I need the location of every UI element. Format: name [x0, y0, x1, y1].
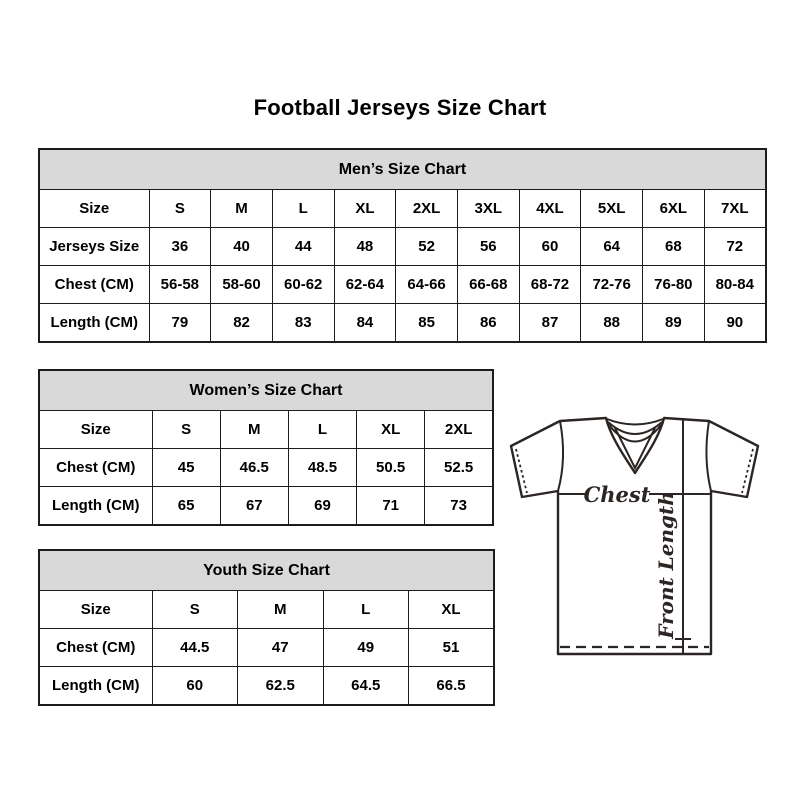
row-header-cell: Length (CM) [39, 667, 152, 706]
page-title: Football Jerseys Size Chart [253, 95, 547, 120]
column-header-cell: 3XL [457, 190, 519, 228]
row-header-cell: Size [39, 190, 149, 228]
value-cell: 84 [334, 304, 396, 343]
front-length-label: Front Length [654, 491, 678, 639]
value-cell: 60 [519, 228, 581, 266]
table-title: Men’s Size Chart [39, 149, 766, 190]
row-header-cell: Size [39, 591, 152, 629]
row-header-cell: Chest (CM) [39, 266, 149, 304]
value-cell: 64.5 [323, 667, 409, 706]
value-cell: 51 [409, 629, 495, 667]
value-cell: 68 [643, 228, 705, 266]
table-row [39, 487, 493, 526]
youth-size-chart-table [38, 549, 495, 706]
value-cell: 56 [457, 228, 519, 266]
value-cell: 48 [334, 228, 396, 266]
column-header-cell: 2XL [425, 411, 493, 449]
value-cell: 49 [323, 629, 409, 667]
womens-size-chart-table [38, 369, 494, 526]
value-cell: 58-60 [211, 266, 273, 304]
column-header-cell: 2XL [396, 190, 458, 228]
value-cell: 56-58 [149, 266, 211, 304]
value-cell: 60-62 [272, 266, 334, 304]
value-cell: 48.5 [288, 449, 356, 487]
sleeve-hem-stitch-dashes [516, 449, 753, 647]
value-cell: 46.5 [220, 449, 288, 487]
table-row [39, 228, 766, 266]
value-cell: 52.5 [425, 449, 493, 487]
table-title-row [39, 550, 494, 591]
value-cell: 65 [152, 487, 220, 526]
column-header-cell: M [220, 411, 288, 449]
jersey-measurement-diagram [503, 402, 768, 667]
value-cell: 89 [643, 304, 705, 343]
value-cell: 44 [272, 228, 334, 266]
value-cell: 90 [704, 304, 766, 343]
value-cell: 76-80 [643, 266, 705, 304]
table-row [39, 304, 766, 343]
table-title-row [39, 370, 493, 411]
row-header-cell: Chest (CM) [39, 449, 152, 487]
value-cell: 60 [152, 667, 238, 706]
value-cell: 45 [152, 449, 220, 487]
value-cell: 88 [581, 304, 643, 343]
value-cell: 40 [211, 228, 273, 266]
table-title-row [39, 149, 766, 190]
value-cell: 73 [425, 487, 493, 526]
value-cell: 69 [288, 487, 356, 526]
value-cell: 66-68 [457, 266, 519, 304]
value-cell: 82 [211, 304, 273, 343]
chest-label: Chest [583, 482, 651, 507]
value-cell: 86 [457, 304, 519, 343]
value-cell: 85 [396, 304, 458, 343]
column-header-cell: 4XL [519, 190, 581, 228]
table-row [39, 449, 493, 487]
table-row [39, 591, 494, 629]
value-cell: 72 [704, 228, 766, 266]
column-header-cell: S [152, 591, 238, 629]
value-cell: 80-84 [704, 266, 766, 304]
table-row [39, 266, 766, 304]
column-header-cell: XL [334, 190, 396, 228]
column-header-cell: 7XL [704, 190, 766, 228]
jersey-outline-shape [511, 418, 758, 654]
column-header-cell: L [288, 411, 356, 449]
table-title: Women’s Size Chart [39, 370, 493, 411]
table-row [39, 629, 494, 667]
table-row [39, 411, 493, 449]
value-cell: 68-72 [519, 266, 581, 304]
value-cell: 52 [396, 228, 458, 266]
value-cell: 66.5 [409, 667, 495, 706]
value-cell: 87 [519, 304, 581, 343]
row-header-cell: Length (CM) [39, 304, 149, 343]
table-row [39, 667, 494, 706]
table-row [39, 190, 766, 228]
row-header-cell: Size [39, 411, 152, 449]
value-cell: 47 [238, 629, 324, 667]
column-header-cell: 5XL [581, 190, 643, 228]
value-cell: 36 [149, 228, 211, 266]
row-header-cell: Jerseys Size [39, 228, 149, 266]
jersey-collar [607, 419, 663, 468]
table-title: Youth Size Chart [39, 550, 494, 591]
column-header-cell: L [272, 190, 334, 228]
value-cell: 62.5 [238, 667, 324, 706]
right-armhole-seam [706, 421, 711, 491]
value-cell: 44.5 [152, 629, 238, 667]
row-header-cell: Chest (CM) [39, 629, 152, 667]
column-header-cell: L [323, 591, 409, 629]
value-cell: 62-64 [334, 266, 396, 304]
value-cell: 83 [272, 304, 334, 343]
value-cell: 79 [149, 304, 211, 343]
value-cell: 64-66 [396, 266, 458, 304]
column-header-cell: XL [357, 411, 425, 449]
row-header-cell: Length (CM) [39, 487, 152, 526]
column-header-cell: S [152, 411, 220, 449]
column-header-cell: M [211, 190, 273, 228]
value-cell: 64 [581, 228, 643, 266]
column-header-cell: M [238, 591, 324, 629]
column-header-cell: XL [409, 591, 495, 629]
value-cell: 72-76 [581, 266, 643, 304]
column-header-cell: 6XL [643, 190, 705, 228]
left-armhole-seam [558, 421, 563, 491]
value-cell: 71 [357, 487, 425, 526]
column-header-cell: S [149, 190, 211, 228]
value-cell: 50.5 [357, 449, 425, 487]
value-cell: 67 [220, 487, 288, 526]
mens-size-chart-table [38, 148, 767, 343]
